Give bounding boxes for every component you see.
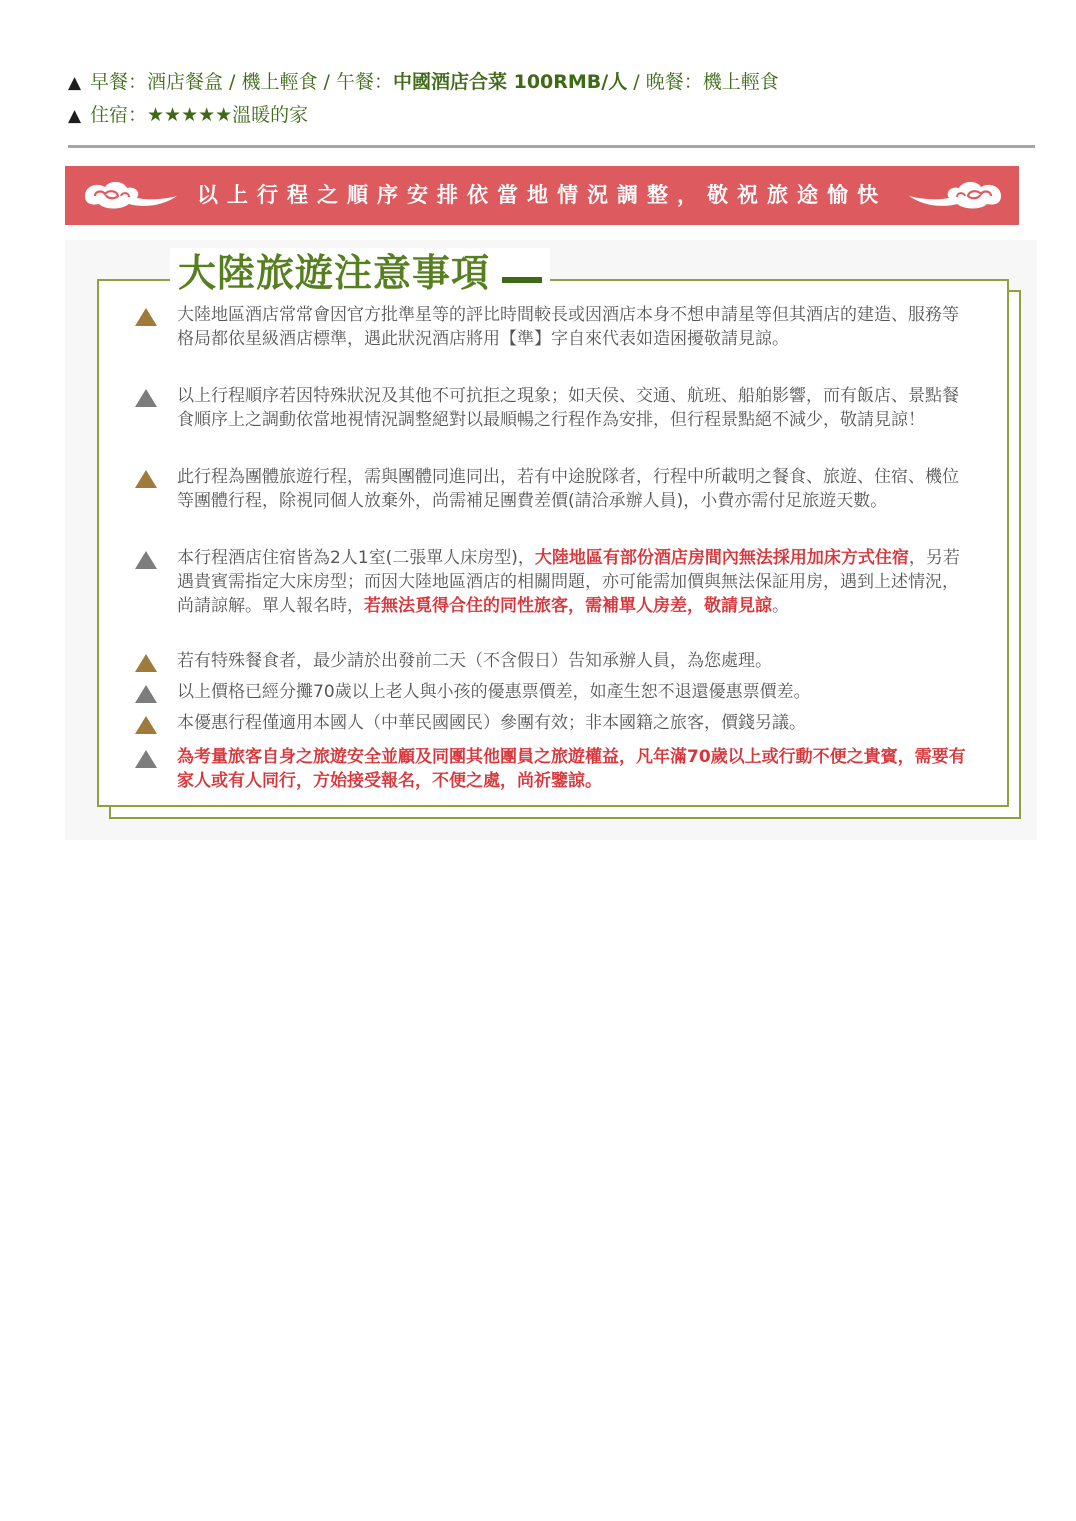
gray-triangle-icon xyxy=(134,749,158,769)
notice-text: 。 xyxy=(772,596,789,616)
heading-accent-bar xyxy=(502,277,542,283)
gold-triangle-icon xyxy=(134,469,158,489)
lodging-info-line xyxy=(68,102,308,129)
lunch-value: 中國酒店合菜 100RMB/人 xyxy=(392,71,628,93)
notice-item-text xyxy=(177,546,967,618)
notice-item-text xyxy=(177,384,967,432)
notice-emphasis-text: 若無法覓得合住的同性旅客，需補單人房差，敬請見諒 xyxy=(364,596,772,616)
notice-item-text xyxy=(177,680,967,704)
notice-emphasis-text: 大陸地區有部份酒店房間內無法採用加床方式住宿 xyxy=(534,548,909,568)
gray-triangle-icon xyxy=(134,388,158,408)
notice-item-text xyxy=(177,649,967,673)
bullet-triangle-icon: ▲ xyxy=(68,73,82,93)
notice-text: 以上價格已經分攤70歲以上老人與小孩的優惠票價差，如產生恕不退還優惠票價差。 xyxy=(177,682,811,702)
notice-item-text xyxy=(177,303,967,351)
notice-item-text xyxy=(177,465,967,513)
lodging-label: 住宿： xyxy=(90,104,148,126)
notice-text: 若有特殊餐食者，最少請於出發前二天（不含假日）告知承辦人員，為您處理。 xyxy=(177,651,772,671)
notice-heading: 大陸旅遊注意事項 xyxy=(178,251,491,295)
banner-text: 以上行程之順序安排依當地情況調整，敬祝旅途愉快 xyxy=(197,183,887,207)
notice-text: 以上行程順序若因特殊狀況及其他不可抗拒之現象；如天侯、交通、航班、船舶影響，而有飯店、景點餐食順序上之調動依當地視情況調整絕對以最順暢之行程作為安排，但行程景點絕不減少，敬請見諒！ xyxy=(177,386,959,430)
lodging-value: ★★★★★溫暖的家 xyxy=(147,104,309,126)
gray-triangle-icon xyxy=(134,684,158,704)
dinner-value: / 晚餐：機上輕食 xyxy=(627,71,779,93)
notice-emphasis-text: 為考量旅客自身之旅遊安全並顧及同團其他團員之旅遊權益，凡年滿70歲以上或行動不便之貴賓，需要有家人或有人同行，方始接受報名，不便之處，尚祈鑒諒。 xyxy=(177,747,966,791)
gold-triangle-icon xyxy=(134,307,158,327)
gold-triangle-icon xyxy=(134,653,158,673)
notice-text: 本行程酒店住宿皆為2人1室(二張單人床房型)， xyxy=(177,548,535,568)
notice-text: 大陸地區酒店常常會因官方批準星等的評比時間較長或因酒店本身不想申請星等但其酒店的建造、服務等格局都依星級酒店標準，遇此狀況酒店將用【準】字自來代表如造困擾敬請見諒。 xyxy=(177,305,959,349)
notice-item-text xyxy=(177,745,967,793)
breakfast-label: 早餐： xyxy=(90,71,148,93)
notice-text: 此行程為團體旅遊行程，需與團體同進同出，若有中途脫隊者，行程中所載明之餐食、旅遊、住宿、機位等團體行程，除視同個人放棄外，尚需補足團費差價(請洽承辦人員)，小費亦需付足旅遊天數。 xyxy=(177,467,959,511)
auspicious-cloud-icon xyxy=(905,178,1005,214)
itinerary-banner xyxy=(65,166,1019,225)
gold-triangle-icon xyxy=(134,715,158,735)
bullet-triangle-icon: ▲ xyxy=(68,106,82,126)
gray-triangle-icon xyxy=(134,550,158,570)
notice-text: 本優惠行程僅適用本國人（中華民國國民）參團有效；非本國籍之旅客，價錢另議。 xyxy=(177,713,806,733)
notice-heading-wrap xyxy=(170,248,550,298)
notice-text: ，另若遇貴賓需指定大床房型；而因大陸地區酒店的相關問題，亦可能需加價與無法保証用房，遇到上述情況，尚請諒解。單人報名時， xyxy=(177,548,960,616)
meal-info-line xyxy=(68,69,779,96)
notice-item-text xyxy=(177,711,967,735)
section-divider xyxy=(68,145,1035,148)
breakfast-value: 酒店餐盒 / 機上輕食 / 午餐： xyxy=(147,71,393,93)
